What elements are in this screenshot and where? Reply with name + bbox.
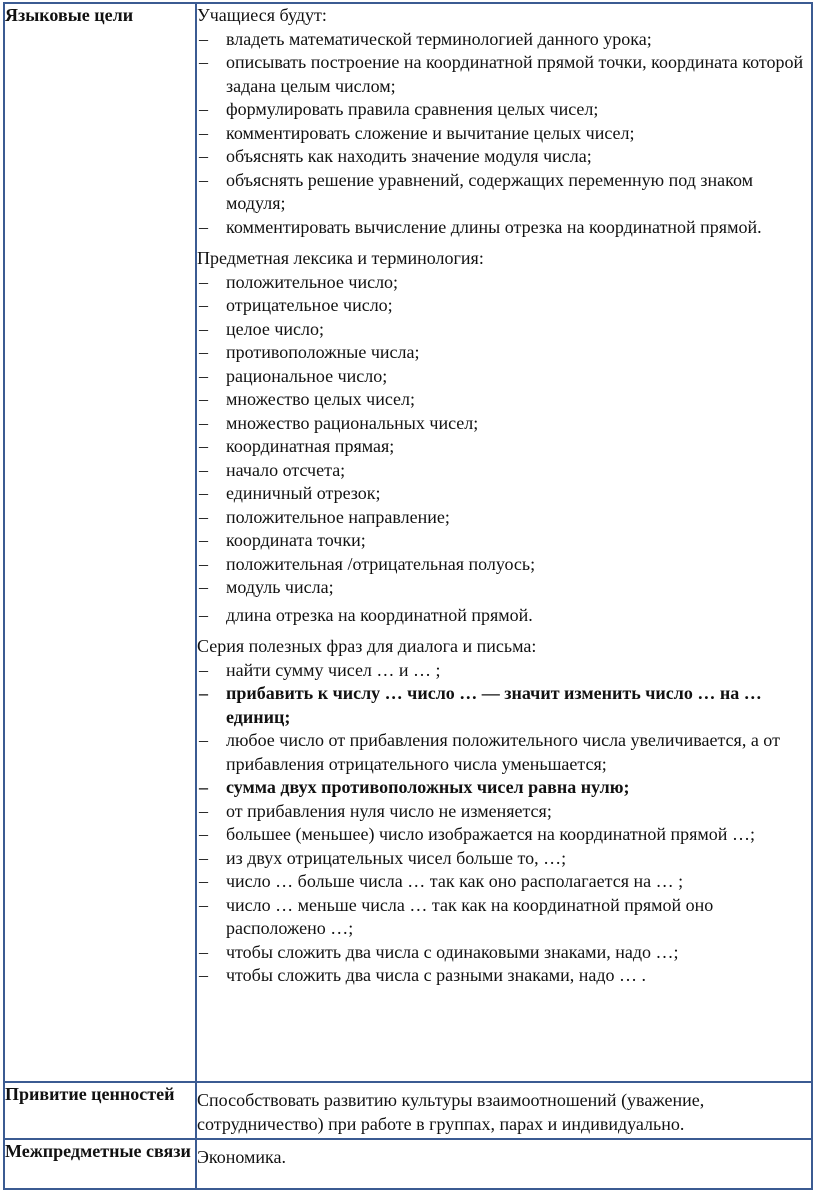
vocabulary-intro: Предметная лексика и терминология: bbox=[197, 248, 484, 268]
list-item-text: положительное число; bbox=[226, 271, 399, 292]
list-item-text: формулировать правила сравнения целых чисел; bbox=[226, 99, 599, 119]
row-label: Межпредметные связи bbox=[4, 1139, 196, 1189]
list-item bbox=[197, 28, 811, 52]
bullet-marker: – bbox=[199, 318, 208, 339]
list-item bbox=[197, 318, 811, 342]
bullet-marker: – bbox=[199, 894, 208, 915]
list-item-text: прибавить к числу … число … — значит изменить число … на … единиц; bbox=[226, 683, 762, 727]
list-item-text: объяснять как находить значение модуля числа; bbox=[226, 146, 592, 166]
values-text: Способствовать развитию культуры взаимоотношений (уважение, сотрудничество) при работе в группах, парах и индивидуально. bbox=[196, 1082, 812, 1139]
bullet-marker: – bbox=[199, 342, 208, 362]
list-item bbox=[197, 776, 811, 800]
list-item-text: длина отрезка на координатной прямой. bbox=[226, 604, 533, 625]
list-item bbox=[197, 941, 811, 965]
list-item bbox=[197, 341, 811, 365]
language-goals-row bbox=[4, 3, 812, 1082]
bullet-marker: – bbox=[199, 412, 208, 433]
list-item bbox=[197, 506, 811, 530]
bullet-marker: – bbox=[199, 483, 208, 503]
list-item bbox=[197, 98, 811, 122]
bullet-marker: – bbox=[199, 941, 208, 962]
list-item-text: из двух отрицательных чисел больше то, …; bbox=[226, 847, 567, 868]
values-row bbox=[4, 1082, 812, 1139]
row-label: Привитие ценностей bbox=[4, 1082, 196, 1139]
list-item-text: чтобы сложить два числа с одинаковыми знаками, надо …; bbox=[226, 941, 679, 962]
list-item-text: отрицательное число; bbox=[226, 295, 393, 315]
list-item-text: противоположные числа; bbox=[226, 342, 420, 362]
cross-subject-text: Экономика. bbox=[196, 1139, 812, 1189]
bullet-marker: – bbox=[199, 871, 208, 891]
bullet-marker: – bbox=[199, 146, 208, 166]
list-item bbox=[197, 294, 811, 318]
list-item-text: модуль числа; bbox=[226, 577, 334, 597]
list-item bbox=[197, 870, 811, 894]
bullet-marker: – bbox=[199, 295, 208, 315]
list-item bbox=[197, 529, 811, 553]
list-item-text: число … больше числа … так как оно располагается на … ; bbox=[226, 871, 684, 891]
list-item bbox=[197, 482, 811, 506]
list-item-text: число … меньше числа … так как на координатной прямой оно расположено …; bbox=[226, 894, 714, 938]
bullet-marker: – bbox=[199, 800, 208, 821]
list-item bbox=[197, 682, 811, 729]
bullet-marker: – bbox=[199, 389, 208, 409]
bullet-marker: – bbox=[199, 604, 208, 625]
vocabulary-list bbox=[197, 271, 811, 628]
list-item-text: от прибавления нуля число не изменяется; bbox=[226, 800, 552, 821]
bullet-marker: – bbox=[199, 730, 208, 750]
list-item bbox=[197, 823, 811, 847]
list-item-text: сумма двух противоположных чисел равна нулю; bbox=[226, 777, 630, 797]
list-item bbox=[197, 576, 811, 600]
bullet-marker: – bbox=[199, 577, 208, 597]
row-label: Языковые цели bbox=[4, 3, 196, 1082]
list-item-text: целое число; bbox=[226, 318, 324, 339]
list-item-text: рациональное число; bbox=[226, 365, 388, 386]
list-item-text: начало отсчета; bbox=[226, 459, 346, 480]
bullet-marker: – bbox=[199, 169, 208, 190]
list-item-text: описывать построение на координатной прямой точки, координата которой задана целым числом; bbox=[226, 52, 804, 96]
list-item-text: владеть математической терминологией данного урока; bbox=[226, 28, 652, 49]
list-item-text: координатная прямая; bbox=[226, 436, 395, 456]
bullet-marker: – bbox=[199, 683, 208, 703]
goals-list bbox=[197, 28, 811, 240]
list-item bbox=[197, 847, 811, 871]
bullet-marker: – bbox=[199, 506, 208, 527]
list-item bbox=[197, 169, 811, 216]
bullet-marker: – bbox=[199, 52, 208, 72]
list-item bbox=[197, 122, 811, 146]
bullet-marker: – bbox=[199, 122, 208, 143]
list-item bbox=[197, 964, 811, 988]
bullet-marker: – bbox=[199, 824, 208, 844]
bullet-marker: – bbox=[199, 553, 208, 574]
bullet-marker: – bbox=[199, 28, 208, 49]
cross-subject-row bbox=[4, 1139, 812, 1189]
bullet-marker: – bbox=[199, 847, 208, 868]
bullet-marker: – bbox=[199, 459, 208, 480]
bullet-marker: – bbox=[199, 530, 208, 550]
bullet-marker: – bbox=[199, 659, 208, 680]
list-item bbox=[197, 365, 811, 389]
lesson-plan-table bbox=[3, 2, 813, 1190]
phrases-list bbox=[197, 659, 811, 988]
list-item bbox=[197, 800, 811, 824]
list-item-text: положительное направление; bbox=[226, 506, 450, 527]
list-item bbox=[197, 51, 811, 98]
list-item bbox=[197, 553, 811, 577]
list-item bbox=[197, 435, 811, 459]
phrases-intro: Серия полезных фраз для диалога и письма: bbox=[197, 636, 537, 656]
bullet-marker: – bbox=[199, 365, 208, 386]
list-item-text: единичный отрезок; bbox=[226, 483, 381, 503]
bullet-marker: – bbox=[199, 99, 208, 119]
list-item-text: найти сумму чисел … и … ; bbox=[226, 659, 441, 680]
list-item-text: объяснять решение уравнений, содержащих переменную под знаком модуля; bbox=[226, 169, 754, 213]
list-item-text: координата точки; bbox=[226, 530, 366, 550]
bullet-marker: – bbox=[199, 965, 208, 985]
list-item-text: большее (меньшее) число изображается на координатной прямой …; bbox=[226, 824, 755, 844]
goals-intro: Учащиеся будут: bbox=[197, 5, 327, 25]
list-item bbox=[197, 604, 811, 628]
language-goals-content bbox=[196, 3, 812, 1082]
list-item-text: комментировать вычисление длины отрезка на координатной прямой. bbox=[226, 216, 762, 237]
list-item bbox=[197, 216, 811, 240]
list-item-text: множество целых чисел; bbox=[226, 389, 416, 409]
list-item bbox=[197, 271, 811, 295]
list-item bbox=[197, 388, 811, 412]
list-item bbox=[197, 729, 811, 776]
bullet-marker: – bbox=[199, 436, 208, 456]
bullet-marker: – bbox=[199, 271, 208, 292]
bullet-marker: – bbox=[199, 216, 208, 237]
list-item bbox=[197, 459, 811, 483]
list-item-text: любое число от прибавления положительного числа увеличивается, а от прибавления отрицательного числа уменьшается; bbox=[226, 730, 780, 774]
list-item bbox=[197, 145, 811, 169]
list-item bbox=[197, 412, 811, 436]
list-item-text: положительная /отрицательная полуось; bbox=[226, 553, 536, 574]
bullet-marker: – bbox=[199, 777, 208, 797]
list-item-text: множество рациональных чисел; bbox=[226, 412, 479, 433]
list-item bbox=[197, 659, 811, 683]
list-item-text: чтобы сложить два числа с разными знаками, надо … . bbox=[226, 965, 646, 985]
list-item-text: комментировать сложение и вычитание целых чисел; bbox=[226, 122, 635, 143]
list-item bbox=[197, 894, 811, 941]
